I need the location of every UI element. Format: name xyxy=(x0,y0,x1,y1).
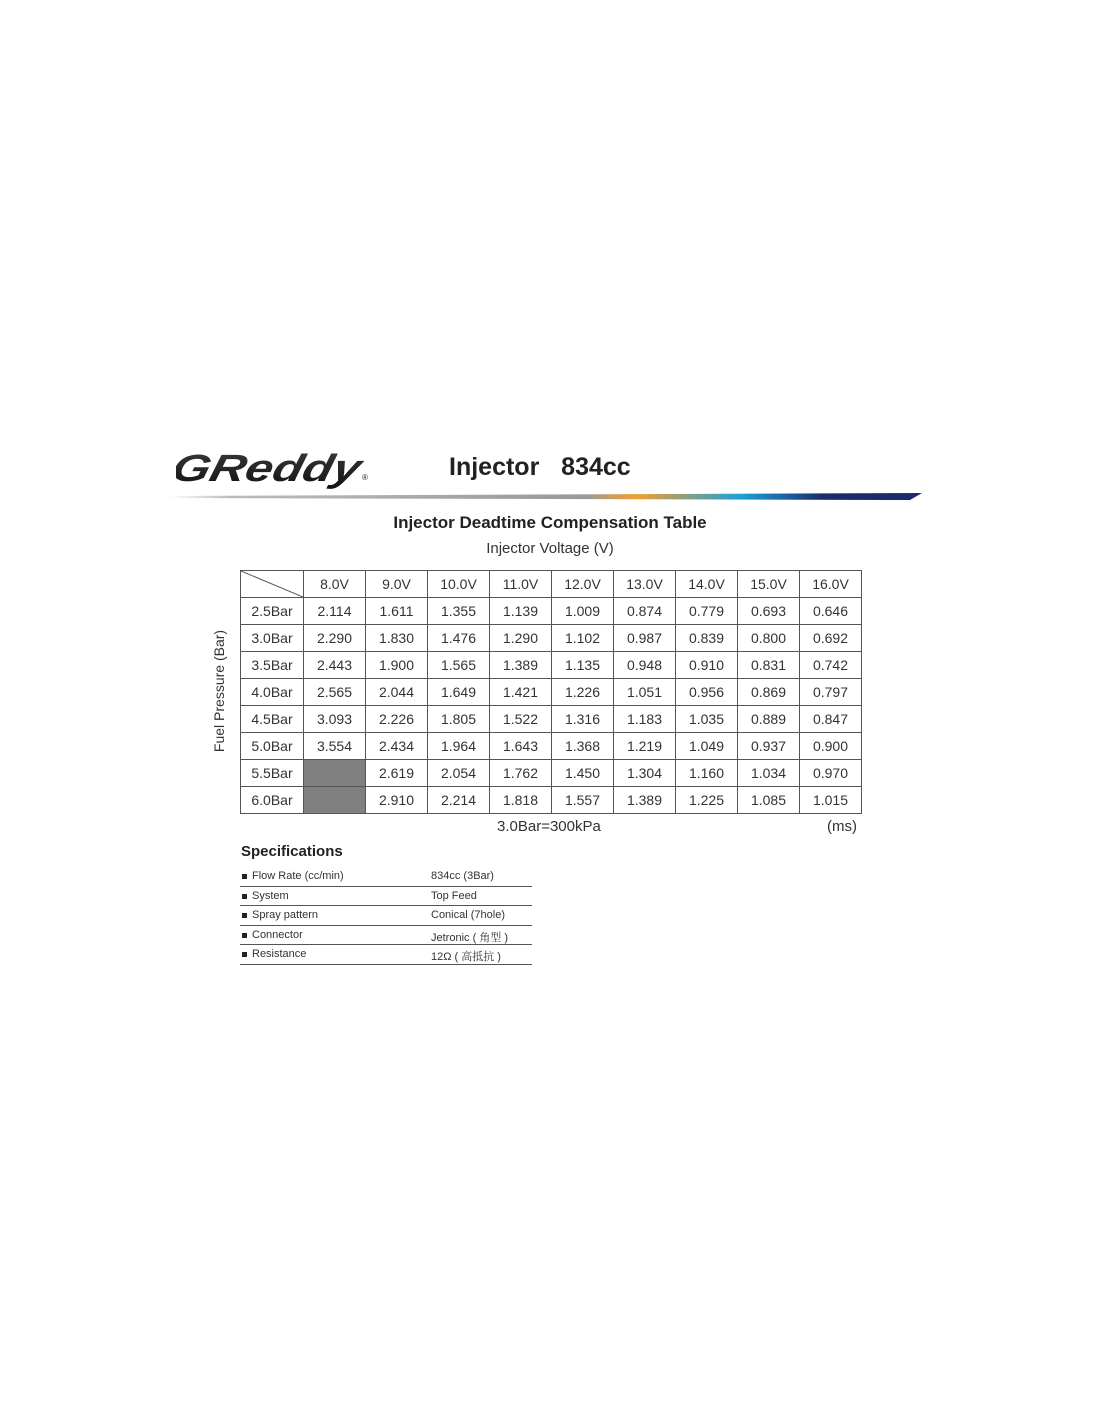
table-cell: 2.565 xyxy=(304,679,366,706)
spec-row xyxy=(240,887,532,907)
table-cell: 1.355 xyxy=(428,598,490,625)
table-cell: 2.226 xyxy=(366,706,428,733)
table-corner-cell xyxy=(241,571,304,598)
table-row xyxy=(241,652,862,679)
table-row xyxy=(241,598,862,625)
table-cell: 1.649 xyxy=(428,679,490,706)
spec-label: Flow Rate (cc/min) xyxy=(252,870,344,882)
square-bullet-icon xyxy=(242,874,247,879)
header-rule xyxy=(170,489,930,499)
table-cell: 0.987 xyxy=(614,625,676,652)
table-cell: 1.450 xyxy=(552,760,614,787)
table-cell: 2.443 xyxy=(304,652,366,679)
table-cell: 0.646 xyxy=(800,598,862,625)
spec-value: Jetronic ( 角型 ) xyxy=(431,931,509,944)
table-cell: 1.290 xyxy=(490,625,552,652)
table-cell: 1.557 xyxy=(552,787,614,814)
table-cell: 1.830 xyxy=(366,625,428,652)
table-cell: 1.226 xyxy=(552,679,614,706)
square-bullet-icon xyxy=(242,894,247,899)
table-cell: 1.421 xyxy=(490,679,552,706)
table-cell: 0.889 xyxy=(738,706,800,733)
column-axis-label: Injector Voltage (V) xyxy=(486,540,614,557)
table-cell: 1.102 xyxy=(552,625,614,652)
table-cell: 1.368 xyxy=(552,733,614,760)
square-bullet-icon xyxy=(242,913,247,918)
table-cell: 1.051 xyxy=(614,679,676,706)
table-row xyxy=(241,760,862,787)
table-row xyxy=(241,706,862,733)
table-cell: 0.797 xyxy=(800,679,862,706)
table-cell: 0.693 xyxy=(738,598,800,625)
column-header: 14.0V xyxy=(676,571,738,598)
column-header: 16.0V xyxy=(800,571,862,598)
table-row xyxy=(241,733,862,760)
table-cell: 0.839 xyxy=(676,625,738,652)
spec-row xyxy=(240,945,532,965)
column-header: 11.0V xyxy=(490,571,552,598)
table-cell: 0.900 xyxy=(800,733,862,760)
table-cell: 2.054 xyxy=(428,760,490,787)
table-cell: 1.034 xyxy=(738,760,800,787)
row-header: 4.0Bar xyxy=(241,679,304,706)
registered-mark-icon: ® xyxy=(362,473,368,482)
table-cell: 1.015 xyxy=(800,787,862,814)
table-cell: 1.762 xyxy=(490,760,552,787)
spec-row xyxy=(240,926,532,946)
spec-value: 834cc (3Bar) xyxy=(431,870,494,882)
table-cell: 0.956 xyxy=(676,679,738,706)
table-cell: 0.970 xyxy=(800,760,862,787)
table-cell: 1.900 xyxy=(366,652,428,679)
table-cell: 1.183 xyxy=(614,706,676,733)
row-header: 5.5Bar xyxy=(241,760,304,787)
table-cell: 0.742 xyxy=(800,652,862,679)
table-cell: 1.389 xyxy=(614,787,676,814)
table-cell: 2.214 xyxy=(428,787,490,814)
table-title: Injector Deadtime Compensation Table xyxy=(393,513,707,532)
spec-label: Connector xyxy=(252,928,303,941)
table-cell: 1.964 xyxy=(428,733,490,760)
column-header: 10.0V xyxy=(428,571,490,598)
table-cell: 2.290 xyxy=(304,625,366,652)
table-cell: 1.304 xyxy=(614,760,676,787)
table-row xyxy=(241,679,862,706)
table-cell: 2.619 xyxy=(366,760,428,787)
table-cell: 1.522 xyxy=(490,706,552,733)
table-cell: 1.160 xyxy=(676,760,738,787)
table-cell: 1.009 xyxy=(552,598,614,625)
table-row xyxy=(241,787,862,814)
spec-label: Resistance xyxy=(252,948,307,960)
column-header: 12.0V xyxy=(552,571,614,598)
spec-label: Spray pattern xyxy=(252,909,319,921)
table-cell: 1.643 xyxy=(490,733,552,760)
square-bullet-icon xyxy=(242,933,247,938)
table-cell: 0.948 xyxy=(614,652,676,679)
specifications-title: Specifications xyxy=(241,843,343,860)
row-axis-label: Fuel Pressure (Bar) xyxy=(211,629,227,753)
table-cell: 1.085 xyxy=(738,787,800,814)
column-header: 13.0V xyxy=(614,571,676,598)
table-cell: 2.044 xyxy=(366,679,428,706)
table-cell: 0.847 xyxy=(800,706,862,733)
table-cell: 3.093 xyxy=(304,706,366,733)
table-cell: 0.779 xyxy=(676,598,738,625)
table-cell: 1.139 xyxy=(490,598,552,625)
table-row xyxy=(241,625,862,652)
empty-cell xyxy=(304,787,366,814)
table-cell: 1.225 xyxy=(676,787,738,814)
row-header: 5.0Bar xyxy=(241,733,304,760)
table-cell: 0.910 xyxy=(676,652,738,679)
table-cell: 0.874 xyxy=(614,598,676,625)
table-cell: 2.434 xyxy=(366,733,428,760)
table-cell: 1.049 xyxy=(676,733,738,760)
table-cell: 0.869 xyxy=(738,679,800,706)
deadtime-table xyxy=(240,570,862,814)
spec-row xyxy=(240,867,532,887)
page-title: Injector 834cc xyxy=(449,453,631,481)
row-header: 3.0Bar xyxy=(241,625,304,652)
empty-cell xyxy=(304,760,366,787)
row-header: 4.5Bar xyxy=(241,706,304,733)
table-body xyxy=(241,598,862,814)
table-cell: 1.389 xyxy=(490,652,552,679)
table-cell: 2.910 xyxy=(366,787,428,814)
table-cell: 0.831 xyxy=(738,652,800,679)
column-header: 15.0V xyxy=(738,571,800,598)
table-cell: 1.219 xyxy=(614,733,676,760)
table-cell: 0.692 xyxy=(800,625,862,652)
table-header-row xyxy=(241,571,862,598)
pressure-conversion-note: 3.0Bar=300kPa xyxy=(497,818,601,835)
spec-value: Top Feed xyxy=(431,889,477,902)
spec-label: System xyxy=(252,889,289,902)
table-cell: 3.554 xyxy=(304,733,366,760)
table-cell: 0.937 xyxy=(738,733,800,760)
column-header: 9.0V xyxy=(366,571,428,598)
table-cell: 1.565 xyxy=(428,652,490,679)
table-cell: 1.135 xyxy=(552,652,614,679)
specifications-list xyxy=(240,867,532,965)
table-cell: 1.611 xyxy=(366,598,428,625)
row-header: 2.5Bar xyxy=(241,598,304,625)
table-cell: 1.035 xyxy=(676,706,738,733)
square-bullet-icon xyxy=(242,952,247,957)
table-cell: 2.114 xyxy=(304,598,366,625)
table-cell: 1.476 xyxy=(428,625,490,652)
table-cell: 1.818 xyxy=(490,787,552,814)
column-header: 8.0V xyxy=(304,571,366,598)
spec-row xyxy=(240,906,532,926)
row-header: 3.5Bar xyxy=(241,652,304,679)
table-cell: 1.316 xyxy=(552,706,614,733)
table-cell: 0.800 xyxy=(738,625,800,652)
unit-note: (ms) xyxy=(827,818,857,835)
table-cell: 1.805 xyxy=(428,706,490,733)
diagonal-divider-icon xyxy=(241,571,303,597)
logo-wordmark: GReddy xyxy=(176,447,324,490)
spec-value: 12Ω ( 高抵抗 ) xyxy=(431,951,501,963)
row-header: 6.0Bar xyxy=(241,787,304,814)
spec-value: Conical (7hole) xyxy=(431,909,505,921)
greddy-logo xyxy=(176,447,376,491)
